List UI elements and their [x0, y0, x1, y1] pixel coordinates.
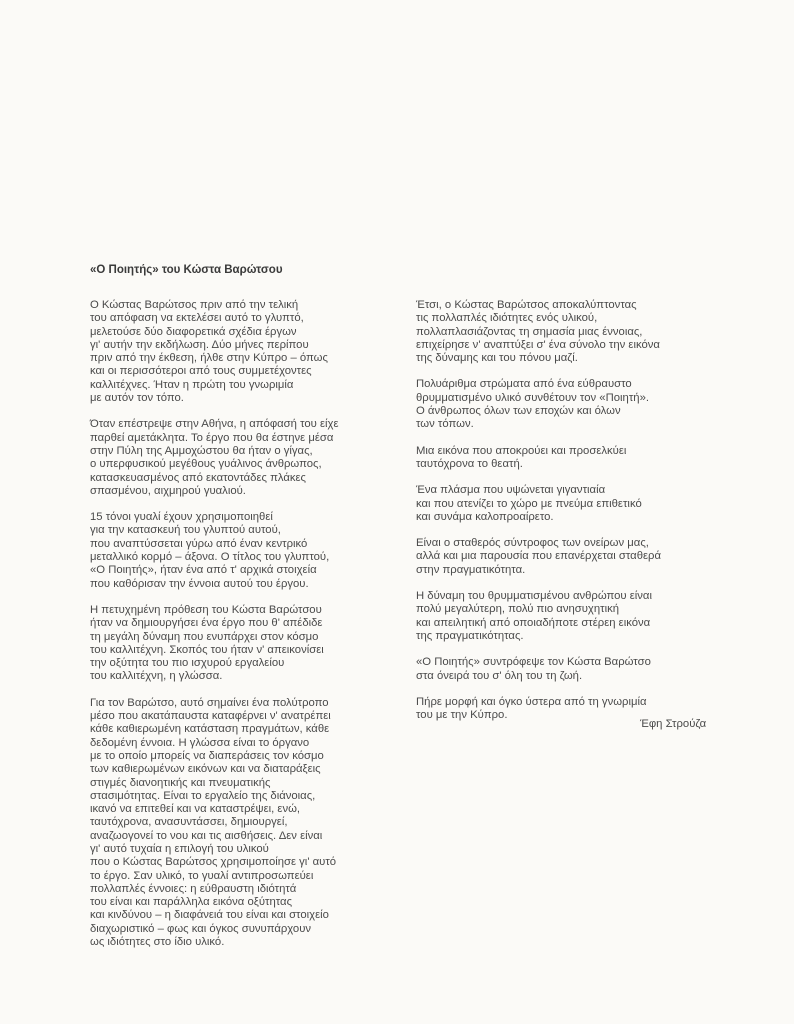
author-signature: Έφη Στρούζα [640, 718, 707, 730]
text-line: αλλά και μια παρουσία που επανέρχεται σταθερά [416, 550, 661, 563]
text-line: Ένα πλάσμα που υψώνεται γιγαντιαία [416, 484, 606, 497]
text-line: στην Πύλη της Αμμοχώστου θα ήταν ο γίγας, [90, 444, 313, 457]
text-line: σπασμένου, αιχμηρού γυαλιού. [90, 484, 246, 497]
paragraph [416, 299, 746, 365]
paragraph [416, 445, 746, 472]
text-line: πολλαπλασιάζοντας τη σημασία μιας έννοιας, [416, 325, 643, 338]
text-line: επιχείρησε ν' αναπτύξει σ' ένα σύνολο την εικόνα [416, 338, 660, 351]
text-line: θρυμματισμένο υλικό συνθέτουν τον «Ποιητή». [416, 391, 649, 404]
text-line: δεδομένη έννοια. Η γλώσσα είναι το όργανο [90, 736, 310, 749]
text-line: μελετούσε δύο διαφορετικά σχέδια έργων [90, 325, 297, 338]
paragraph [416, 484, 746, 524]
paragraph [416, 537, 746, 577]
text-line: τις πολλαπλές ιδιότητες ενός υλικού, [416, 312, 598, 325]
text-line: διαχωριστικό – φως και όγκος συνυπάρχουν [90, 922, 312, 935]
right-column [416, 299, 746, 735]
text-line: Είναι ο σταθερός σύντροφος των ονείρων μας, [416, 537, 649, 550]
text-line: καλλιτέχνες. Ήταν η πρώτη του γνωριμία [90, 378, 294, 391]
text-line: στην πραγματικότητα. [416, 563, 526, 576]
text-line: της πραγματικότητας. [416, 629, 524, 642]
text-line: κατασκευασμένος από εκατοντάδες πλάκες [90, 471, 307, 484]
text-line: στιγμές διανοητικής και πνευματικής [90, 776, 271, 789]
text-line: που αναπτύσσεται γύρω από έναν κεντρικό [90, 537, 308, 550]
text-line: για την κατασκευή του γλυπτού αυτού, [90, 524, 281, 537]
text-line: μεταλλικό κορμό – άξονα. Ο τίτλος του γλυπτού, [90, 551, 330, 564]
text-line: αναζωογονεί το νου και τις αισθήσεις. Δεν είναι [90, 829, 323, 842]
text-line: με το οποίο μπορείς να διαπεράσεις τον κόσμο [90, 749, 324, 762]
text-line: Πολυάριθμα στρώματα από ένα εύθραυστο [416, 378, 632, 391]
text-line: Ο άνθρωπος όλων των εποχών και όλων [416, 405, 621, 418]
paragraph [90, 697, 410, 950]
paragraph [90, 511, 410, 591]
left-column [90, 299, 410, 962]
text-line: που ο Κώστας Βαρώτσος χρησιμοποίησε γι' αυτό [90, 856, 337, 869]
text-line: Πήρε μορφή και όγκο ύστερα από τη γνωριμία [416, 695, 647, 708]
text-line: γι' αυτό τυχαία η επιλογή του υλικού [90, 842, 269, 855]
paragraph [90, 299, 410, 405]
text-line: κάθε καθιερωμένη κατάσταση πραγμάτων, κάθε [90, 723, 330, 736]
text-line: της δύναμης και του πόνου μαζί. [416, 352, 578, 365]
text-line: γι' αυτήν την εκδήλωση. Δύο μήνες περίπου [90, 338, 309, 351]
text-line: που καθόρισαν την έννοια αυτού του έργου. [90, 577, 309, 590]
text-line: Η δύναμη του θρυμματισμένου ανθρώπου είναι [416, 590, 652, 603]
text-line: ταυτόχρονα το θεατή. [416, 457, 523, 470]
paragraph [416, 590, 746, 643]
text-line: παρθεί αμετάκλητα. Το έργο που θα έστηνε μέσα [90, 431, 334, 444]
text-line: Μια εικόνα που αποκρούει και προσελκύει [416, 444, 627, 457]
text-line: πριν από την έκθεση, ήλθε στην Κύπρο – όπως [90, 352, 328, 365]
text-line: «Ο Ποιητής» συντρόφεψε τον Κώστα Βαρώτσο [416, 656, 651, 669]
paragraph [416, 656, 746, 683]
text-line: του με την Κύπρο. [416, 709, 508, 722]
text-line: το έργο. Σαν υλικό, το γυαλί αντιπροσωπεύει [90, 869, 314, 882]
text-line: και που ατενίζει το χώρο με πνεύμα επιθετικό [416, 497, 642, 510]
text-line: τη μεγάλη δύναμη που ενυπάρχει στον κόσμο [90, 630, 319, 643]
text-line: ταυτόχρονα, ανασυντάσσει, δημιουργεί, [90, 816, 288, 829]
text-line: πολύ μεγαλύτερη, πολύ πιο ανησυχητική [416, 603, 620, 616]
text-line: του καλλιτέχνη. Σκοπός του ήταν ν' απεικονίσει [90, 643, 324, 656]
text-line: του καλλιτέχνη, η γλώσσα. [90, 670, 223, 683]
article-title: «Ο Ποιητής» του Κώστα Βαρώτσου [90, 264, 283, 276]
text-line: στα όνειρά του σ' όλη του τη ζωή. [416, 669, 583, 682]
text-line: του είναι και παράλληλα εικόνα οξύτητας [90, 896, 293, 909]
text-line: των τόπων. [416, 418, 474, 431]
text-line: την οξύτητα του πιο ισχυρού εργαλείου [90, 657, 285, 670]
text-line: 15 τόνοι γυαλί έχουν χρησιμοποιηθεί [90, 511, 273, 524]
text-line: στασιμότητας. Είναι το εργαλείο της διάνοιας, [90, 789, 316, 802]
text-line: και απειλητική από οποιαδήποτε στέρεη εικόνα [416, 616, 651, 629]
text-line: ικανό να επιτεθεί και να καταστρέψει, ενώ, [90, 803, 301, 816]
text-line: πολλαπλές έννοιες: η εύθραυστη ιδιότητά [90, 882, 297, 895]
text-line: του απόφαση να εκτελέσει αυτό το γλυπτό, [90, 312, 304, 325]
text-line: Όταν επέστρεψε στην Αθήνα, η απόφασή του είχε [90, 418, 339, 431]
text-line: ο υπερφυσικού μεγέθους γυάλινος άνθρωπος, [90, 458, 322, 471]
text-line: ως ιδιότητες στο ίδιο υλικό. [90, 936, 225, 949]
text-line: Η πετυχημένη πρόθεση του Κώστα Βαρώτσου [90, 603, 322, 616]
paragraph [90, 418, 410, 498]
text-line: και συνάμα καλοπροαίρετο. [416, 510, 554, 523]
paragraph [416, 378, 746, 431]
text-line: Ο Κώστας Βαρώτσος πριν από την τελική [90, 299, 299, 311]
text-line: με αυτόν τον τόπο. [90, 392, 184, 405]
text-line: Έτσι, ο Κώστας Βαρώτσος αποκαλύπτοντας [416, 299, 637, 311]
text-line: και οι περισσότεροι από τους συμμετέχοντες [90, 365, 312, 378]
text-line: Για τον Βαρώτσο, αυτό σημαίνει ένα πολύτροπο [90, 696, 329, 709]
text-line: μέσο που ακατάπαυστα καταφέρνει ν' ανατρέπει [90, 710, 331, 723]
text-line: «Ο Ποιητής», ήταν ένα από τ' αρχικά στοιχεία [90, 564, 317, 577]
text-line: ήταν να δημιουργήσει ένα έργο που θ' απέδιδε [90, 617, 323, 630]
paragraph [90, 604, 410, 684]
text-line: των καθιερωμένων εικόνων και να διαταράξεις [90, 763, 321, 776]
text-line: και κινδύνου – η διαφάνειά του είναι και στοιχείο [90, 909, 329, 922]
